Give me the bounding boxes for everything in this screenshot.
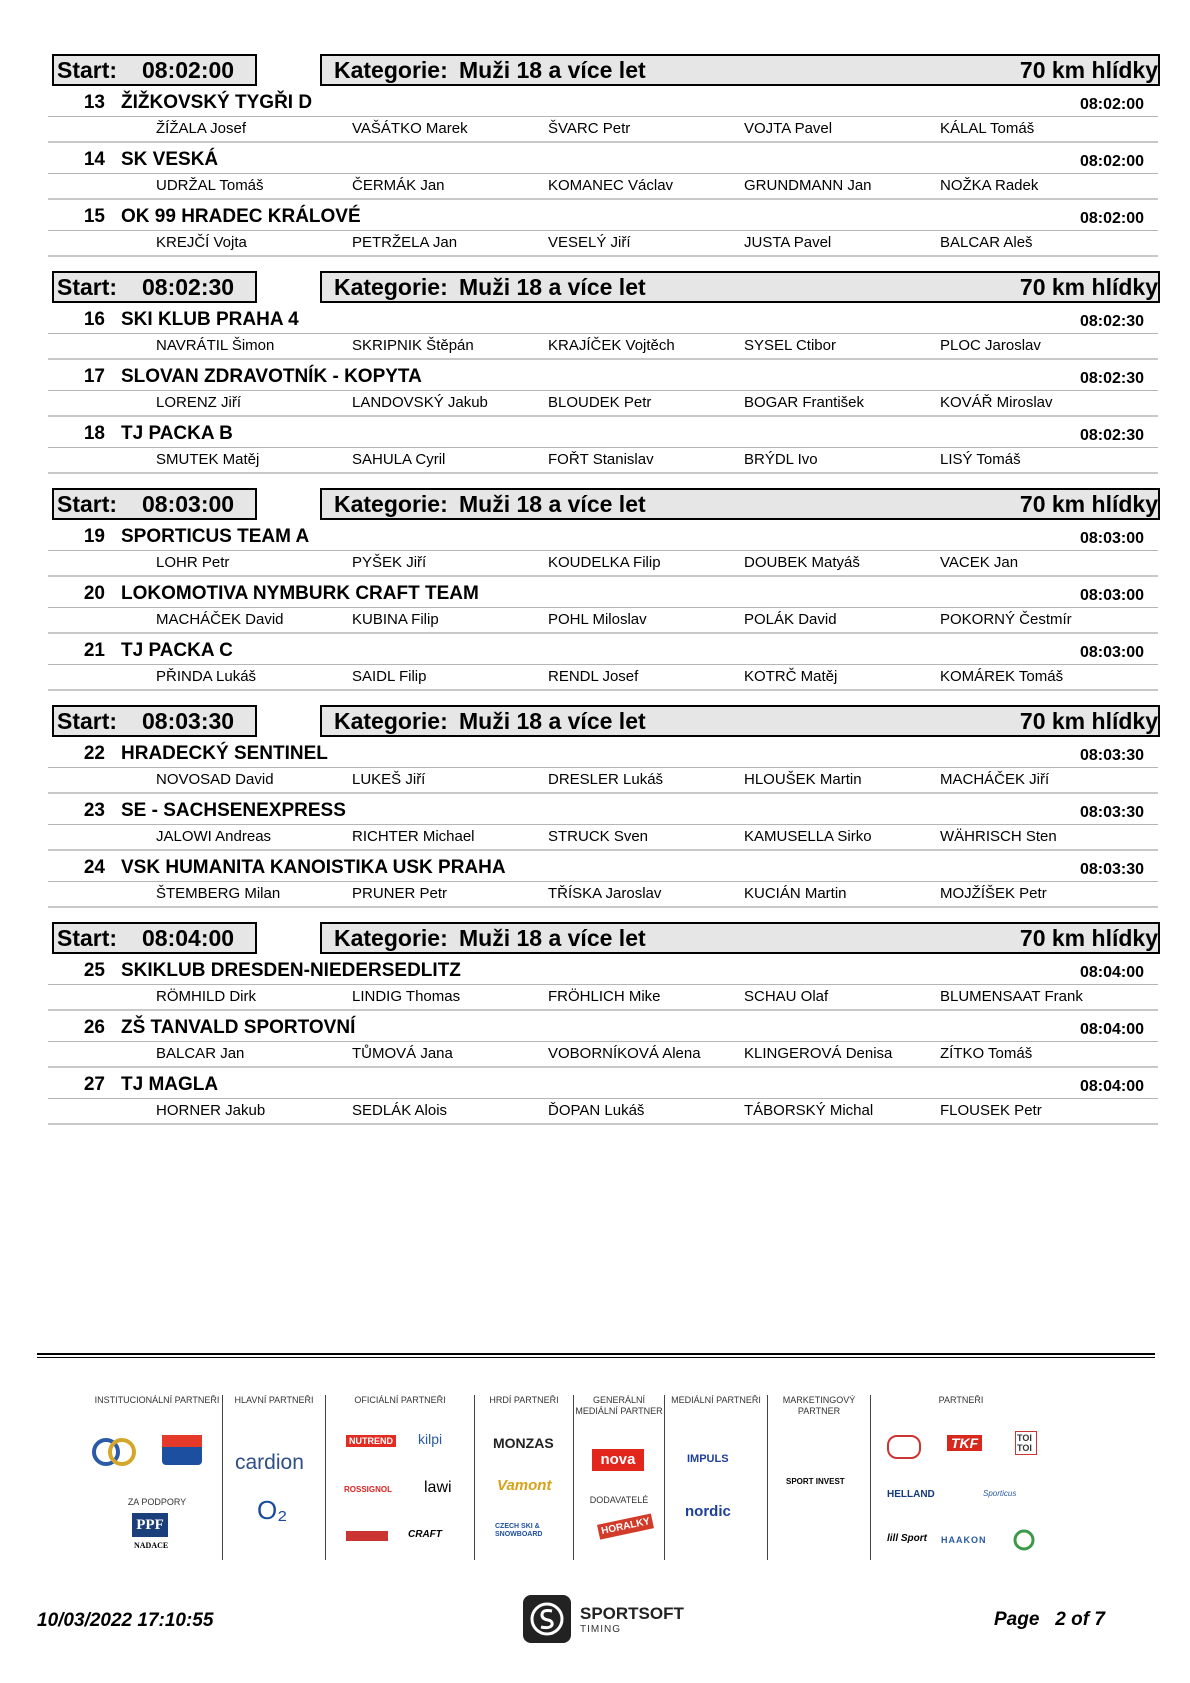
team-member: KOTRČ Matěj [744, 668, 838, 685]
team-entry [48, 143, 1158, 200]
team-members [48, 334, 1158, 360]
team-member: WÄHRISCH Sten [940, 828, 1057, 845]
team-member: KAMUSELLA Sirko [744, 828, 872, 845]
start-group [48, 922, 1158, 1125]
team-start-time: 08:03:30 [1079, 861, 1144, 878]
team-member: FRÖHLICH Mike [548, 988, 661, 1005]
team-members [48, 985, 1158, 1011]
start-group [48, 54, 1158, 257]
category-value: Muži 18 a více let [459, 57, 646, 83]
team-member: ŽÍŽALA Josef [156, 120, 247, 137]
team-member: NAVRÁTIL Šimon [156, 337, 275, 354]
team-line [48, 958, 1158, 985]
team-start-time: 08:02:30 [1079, 427, 1144, 444]
team-name: SKIKLUB DRESDEN-NIEDERSEDLITZ [121, 960, 461, 981]
team-name: OK 99 HRADEC KRÁLOVÉ [121, 206, 361, 227]
cus-logo [92, 1435, 138, 1476]
team-members [48, 1042, 1158, 1068]
team-line [48, 204, 1158, 231]
team-name: SE - SACHSENEXPRESS [121, 800, 346, 821]
team-number: 27 [83, 1074, 105, 1095]
team-member: KOUDELKA Filip [548, 554, 661, 571]
category-label: Kategorie: [334, 925, 448, 951]
team-entry [48, 577, 1158, 634]
start-label: Start: [57, 925, 118, 951]
team-member: VOJTA Pavel [744, 120, 833, 137]
team-line [48, 798, 1158, 825]
team-member: KRAJÍČEK Vojtěch [548, 337, 675, 354]
start-group [48, 271, 1158, 474]
team-line [48, 581, 1158, 608]
team-member: MOJŽÍŠEK Petr [940, 885, 1047, 902]
ppf-logo: PPF [132, 1513, 168, 1537]
team-member: TŮMOVÁ Jana [352, 1045, 453, 1062]
team-start-time: 08:02:30 [1079, 313, 1144, 330]
team-members [48, 174, 1158, 200]
team-member: UDRŽAL Tomáš [156, 177, 264, 194]
team-member: VOBORNÍKOVÁ Alena [548, 1045, 701, 1062]
team-line [48, 855, 1158, 882]
team-entry [48, 954, 1158, 1011]
team-name: TJ MAGLA [121, 1074, 219, 1095]
start-time-box [52, 488, 257, 520]
nordic-logo: nordic [685, 1503, 731, 1520]
start-time-box [52, 705, 257, 737]
category-label: Kategorie: [334, 708, 448, 734]
team-number: 26 [83, 1017, 105, 1038]
team-member: SMUTEK Matěj [156, 451, 260, 468]
craft-logo: CRAFT [408, 1529, 442, 1540]
team-member: LUKEŠ Jiří [352, 771, 426, 788]
partners-strip [92, 1395, 1132, 1565]
partners-marketing: MARKETINGOVÝ PARTNER SPORT INVEST [768, 1395, 871, 1560]
start-list [48, 54, 1158, 1139]
team-member: LOHR Petr [156, 554, 230, 571]
sportsoft-icon [522, 1594, 572, 1644]
team-name: ZŠ TANVALD SPORTOVNÍ [121, 1017, 356, 1038]
team-members [48, 665, 1158, 691]
start-time-box [52, 271, 257, 303]
team-start-time: 08:02:00 [1079, 153, 1144, 170]
czech-ski-logo: CZECH SKI & SNOWBOARD [495, 1523, 543, 1538]
team-line [48, 421, 1158, 448]
category-value: Muži 18 a více let [459, 925, 646, 951]
start-time-box [52, 922, 257, 954]
partners-other: PARTNEŘI TKF TOI TOI HELLAND Sporticus lill Sport HAAKON [871, 1395, 1051, 1560]
impuls-logo: IMPULS [687, 1453, 729, 1465]
footer-divider [37, 1353, 1155, 1358]
team-member: RÖMHILD Dirk [156, 988, 256, 1005]
team-member: ŠVARC Petr [548, 120, 631, 137]
team-member: BALCAR Jan [156, 1045, 245, 1062]
team-start-time: 08:02:30 [1079, 370, 1144, 387]
group-header [48, 922, 1158, 954]
team-number: 17 [83, 366, 105, 387]
print-datetime: 10/03/2022 17:10:55 [37, 1610, 214, 1631]
group-header [48, 705, 1158, 737]
enel-logo [346, 1531, 388, 1541]
team-member: LISÝ Tomáš [940, 451, 1021, 468]
team-member: PRUNER Petr [352, 885, 448, 902]
category-box [320, 705, 1160, 737]
distance-value: 70 km hlídky [1019, 274, 1158, 300]
team-members [48, 391, 1158, 417]
team-number: 25 [83, 960, 105, 981]
lawi-logo: lawi [424, 1479, 452, 1496]
team-number: 16 [83, 309, 105, 330]
partners-proud: HRDÍ PARTNEŘI MONZAS Vamont CZECH SKI & SNOWBOARD [475, 1395, 574, 1560]
category-value: Muži 18 a více let [459, 708, 646, 734]
team-member: KUBINA Filip [352, 611, 439, 628]
start-label: Start: [57, 57, 118, 83]
team-member: PŘINDA Lukáš [156, 668, 257, 685]
lill-sport-logo: lill Sport [887, 1533, 927, 1544]
team-name: TJ PACKA B [121, 423, 233, 444]
team-start-time: 08:02:00 [1079, 96, 1144, 113]
team-number: 23 [83, 800, 105, 821]
team-number: 19 [83, 526, 105, 547]
start-time: 08:03:30 [142, 708, 235, 734]
partners-general-media: GENERÁLNÍ MEDIÁLNÍ PARTNER nova DODAVATELÉ HORALKY [574, 1395, 665, 1560]
team-start-time: 08:03:00 [1079, 644, 1144, 661]
team-name: SPORTICUS TEAM A [121, 526, 310, 547]
helland-logo: HELLAND [887, 1489, 935, 1500]
team-line [48, 524, 1158, 551]
group-header [48, 54, 1158, 86]
eco-logo [1013, 1529, 1035, 1556]
start-time: 08:04:00 [142, 925, 235, 951]
page-value: 2 of 7 [1055, 1609, 1105, 1630]
team-line [48, 638, 1158, 665]
team-member: BOGAR František [744, 394, 865, 411]
team-number: 13 [83, 92, 105, 113]
team-member: PETRŽELA Jan [352, 234, 458, 251]
category-box [320, 54, 1160, 86]
team-entry [48, 200, 1158, 257]
team-member: FOŘT Stanislav [548, 451, 654, 468]
sporticus-logo: Sporticus [983, 1489, 1017, 1498]
team-member: BALCAR Aleš [940, 234, 1033, 251]
team-entry [48, 360, 1158, 417]
team-member: RICHTER Michael [352, 828, 475, 845]
team-member: KLINGEROVÁ Denisa [744, 1045, 893, 1062]
team-members [48, 117, 1158, 143]
team-member: NOŽKA Radek [940, 177, 1039, 194]
team-member: LORENZ Jiří [156, 394, 242, 411]
team-member: HLOUŠEK Martin [744, 771, 862, 788]
team-line [48, 1015, 1158, 1042]
team-member: SCHAU Olaf [744, 988, 829, 1005]
team-start-time: 08:04:00 [1079, 1021, 1144, 1038]
team-member: PLOC Jaroslav [940, 337, 1041, 354]
team-start-time: 08:03:30 [1079, 804, 1144, 821]
team-member: SKRIPNIK Štěpán [352, 337, 474, 354]
team-member: MACHÁČEK Jiří [940, 771, 1050, 788]
start-group [48, 705, 1158, 908]
team-member: DRESLER Lukáš [548, 771, 664, 788]
team-line [48, 147, 1158, 174]
team-member: KOVÁŘ Miroslav [940, 394, 1053, 411]
team-member: KÁLAL Tomáš [940, 120, 1035, 137]
team-number: 21 [83, 640, 105, 661]
team-line [48, 90, 1158, 117]
team-number: 20 [83, 583, 105, 604]
team-members [48, 551, 1158, 577]
team-line [48, 307, 1158, 334]
team-member: SYSEL Ctibor [744, 337, 836, 354]
team-start-time: 08:04:00 [1079, 964, 1144, 981]
team-line [48, 364, 1158, 391]
team-name: ŽIŽKOVSKÝ TYGŘI D [121, 92, 313, 113]
team-members [48, 608, 1158, 634]
team-member: SEDLÁK Alois [352, 1102, 448, 1119]
monzas-logo: MONZAS [493, 1435, 554, 1451]
team-entry [48, 417, 1158, 474]
team-entry [48, 737, 1158, 794]
haakon-logo: HAAKON [941, 1535, 987, 1545]
team-member: TÁBORSKÝ Michal [744, 1102, 874, 1119]
team-start-time: 08:03:00 [1079, 587, 1144, 604]
team-member: JALOWI Andreas [156, 828, 272, 845]
category-box [320, 271, 1160, 303]
partners-institutional: INSTITUCIONÁLNÍ PARTNEŘI ZA PODPORY PPF NADACE [92, 1395, 223, 1560]
team-member: SAHULA Cyril [352, 451, 446, 468]
team-start-time: 08:03:00 [1079, 530, 1144, 547]
category-label: Kategorie: [334, 274, 448, 300]
team-member: BLOUDEK Petr [548, 394, 652, 411]
distance-value: 70 km hlídky [1019, 57, 1158, 83]
team-name: HRADECKÝ SENTINEL [121, 743, 328, 764]
team-entry [48, 86, 1158, 143]
team-member: ČERMÁK Jan [352, 177, 445, 194]
team-member: POLÁK David [744, 611, 837, 628]
team-member: BLUMENSAAT Frank [940, 988, 1083, 1005]
distance-value: 70 km hlídky [1019, 708, 1158, 734]
horalky-logo: HORALKY [597, 1513, 654, 1539]
team-member: NOVOSAD David [156, 771, 274, 788]
partners-official: OFICIÁLNÍ PARTNEŘI NUTREND kilpi ROSSIGNOL lawi CRAFT [326, 1395, 475, 1560]
team-member: ŠTEMBERG Milan [156, 885, 281, 902]
team-member: VAŠÁTKO Marek [352, 120, 468, 137]
team-line [48, 1072, 1158, 1099]
start-time-box [52, 54, 257, 86]
team-member: MACHÁČEK David [156, 611, 284, 628]
team-member: GRUNDMANN Jan [744, 177, 872, 194]
start-time: 08:03:00 [142, 491, 235, 517]
lasky-logo [887, 1435, 921, 1459]
partners-media: MEDIÁLNÍ PARTNEŘI IMPULS nordic [665, 1395, 768, 1560]
start-time: 08:02:30 [142, 274, 235, 300]
page-indicator [994, 1609, 1105, 1631]
team-member: POKORNÝ Čestmír [940, 611, 1072, 628]
team-member: POHL Miloslav [548, 611, 647, 628]
sport-invest-logo: SPORT INVEST [786, 1477, 845, 1486]
kilpi-logo: kilpi [418, 1431, 443, 1447]
team-name: VSK HUMANITA KANOISTIKA USK PRAHA [121, 857, 506, 878]
team-start-time: 08:03:30 [1079, 747, 1144, 764]
sportsoft-logo: SPORTSOFT TIMING [522, 1594, 692, 1646]
team-start-time: 08:04:00 [1079, 1078, 1144, 1095]
rossignol-logo: ROSSIGNOL [344, 1485, 393, 1494]
team-member: BRÝDL Ivo [744, 451, 818, 468]
team-member: ZÍTKO Tomáš [940, 1045, 1033, 1062]
vamont-logo: Vamont [497, 1477, 552, 1494]
start-label: Start: [57, 274, 118, 300]
team-member: VESELÝ Jiří [548, 234, 631, 251]
team-number: 24 [83, 857, 105, 878]
team-member: HORNER Jakub [156, 1102, 266, 1119]
team-entry [48, 794, 1158, 851]
nutrend-logo: NUTREND [346, 1435, 396, 1447]
tkf-logo: TKF [947, 1435, 982, 1451]
team-entry [48, 1068, 1158, 1125]
team-entry [48, 634, 1158, 691]
start-label: Start: [57, 708, 118, 734]
team-start-time: 08:02:00 [1079, 210, 1144, 227]
team-member: VACEK Jan [940, 554, 1019, 571]
team-line [48, 741, 1158, 768]
partners-main: HLAVNÍ PARTNEŘI cardion O₂ [223, 1395, 326, 1560]
start-label: Start: [57, 491, 118, 517]
team-members [48, 1099, 1158, 1125]
team-members [48, 768, 1158, 794]
team-entry [48, 520, 1158, 577]
page-label: Page [994, 1609, 1040, 1630]
team-member: SAIDL Filip [352, 668, 427, 685]
category-value: Muži 18 a více let [459, 491, 646, 517]
team-name: SKI KLUB PRAHA 4 [121, 309, 299, 330]
team-members [48, 882, 1158, 908]
team-name: TJ PACKA C [121, 640, 233, 661]
nova-logo: nova [592, 1449, 644, 1471]
team-member: ĎOPAN Lukáš [548, 1102, 645, 1119]
team-member: RENDL Josef [548, 668, 639, 685]
team-member: TŘÍSKA Jaroslav [548, 885, 662, 902]
team-entry [48, 303, 1158, 360]
team-members [48, 825, 1158, 851]
group-header [48, 488, 1158, 520]
category-box [320, 922, 1160, 954]
team-number: 18 [83, 423, 105, 444]
team-member: JUSTA Pavel [744, 234, 832, 251]
category-box [320, 488, 1160, 520]
team-number: 15 [83, 206, 105, 227]
team-member: LANDOVSKÝ Jakub [352, 394, 488, 411]
start-time: 08:02:00 [142, 57, 235, 83]
category-value: Muži 18 a více let [459, 274, 646, 300]
team-name: SK VESKÁ [121, 149, 219, 170]
group-header [48, 271, 1158, 303]
team-member: KOMÁREK Tomáš [940, 668, 1064, 685]
toitoi-logo: TOI TOI [1015, 1431, 1037, 1455]
team-member: STRUCK Sven [548, 828, 649, 845]
stiha-logo [158, 1431, 206, 1474]
team-name: SLOVAN ZDRAVOTNÍK - KOPYTA [121, 366, 422, 387]
cardion-logo: cardion [235, 1451, 304, 1474]
team-number: 14 [83, 149, 105, 170]
distance-value: 70 km hlídky [1019, 491, 1158, 517]
team-entry [48, 1011, 1158, 1068]
category-label: Kategorie: [334, 57, 448, 83]
distance-value: 70 km hlídky [1019, 925, 1158, 951]
team-member: LINDIG Thomas [352, 988, 461, 1005]
team-member: KOMANEC Václav [548, 177, 674, 194]
team-members [48, 231, 1158, 257]
start-group [48, 488, 1158, 691]
team-member: PYŠEK Jiří [352, 554, 427, 571]
team-entry [48, 851, 1158, 908]
team-member: KREJČÍ Vojta [156, 234, 247, 251]
team-number: 22 [83, 743, 105, 764]
category-label: Kategorie: [334, 491, 448, 517]
team-name: LOKOMOTIVA NYMBURK CRAFT TEAM [121, 583, 479, 604]
o2-logo: O₂ [257, 1495, 288, 1525]
team-member: FLOUSEK Petr [940, 1102, 1042, 1119]
team-member: KUCIÁN Martin [744, 885, 847, 902]
team-members [48, 448, 1158, 474]
team-member: DOUBEK Matyáš [744, 554, 860, 571]
